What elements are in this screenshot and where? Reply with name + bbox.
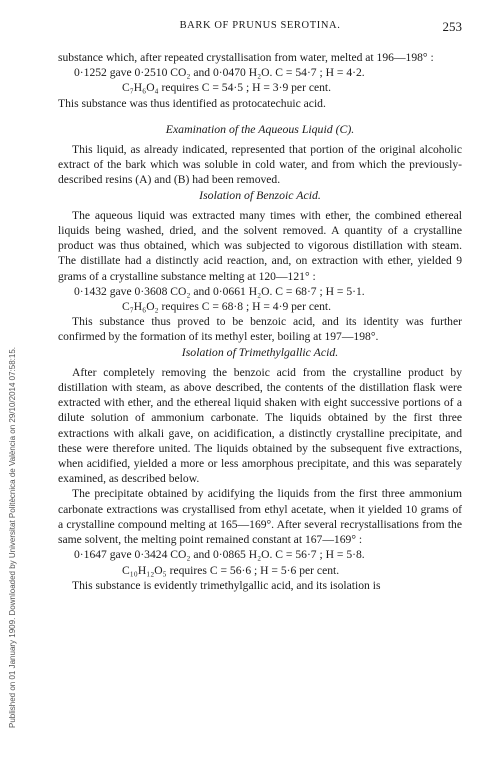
paragraph: This substance thus proved to be benzoic acid, and its identity was further confirmed by the formation of its methyl ester, boiling at 197—198°. [58,315,462,344]
paragraph: This liquid, as already indicated, represented that portion of the original alcoholic extract of the bark which was soluble in cold water, and from which the previously-described resins (A) and (B) had been removed. [58,143,462,187]
watermark-text: Published on 01 January 1909. Downloaded by Universitat Politècnica de València on 29/10/2014 07:58:15. [8,346,17,728]
section-heading: Isolation of Trimethylgallic Acid. [181,344,339,359]
analysis-result-line: 0·1647 gave 0·3424 CO₂ and 0·0865 H₂O. C = 56·7 ; H = 5·8. [74,548,365,562]
formula-requirement-line: C₁₀H₁₂O₅ requires C = 56·6 ; H = 5·6 per cent. [122,563,340,577]
formula-requirement-line: C₇H₆O₄ requires C = 54·5 ; H = 3·9 per cent. [122,81,332,95]
paragraph: The aqueous liquid was extracted many times with ether, the combined ethereal liquids being washed, dried, and the solvent removed. A quantity of a crystalline product was thus obtained, which was subjected to vigorous distillation with steam. The distillate had a distinctly acid reaction, and, on extraction with ether, yielded 9 grams of a crystalline substance melting at 120—121° : [58,208,462,283]
running-title: BARK OF PRUNUS SEROTINA. [179,20,341,31]
formula-requirement-line: C₇H₆O₂ requires C = 68·8 ; H = 4·9 per cent. [122,300,332,314]
paragraph: This substance was thus identified as protocatechuic acid. [58,96,326,110]
running-header [58,20,462,36]
section-heading: Examination of the Aqueous Liquid (C). [165,121,355,136]
article-body [58,50,462,593]
analysis-result-line: 0·1252 gave 0·2510 CO₂ and 0·0470 H₂O. C = 54·7 ; H = 4·2. [74,66,365,80]
paragraph: After completely removing the benzoic acid from the crystalline product by distillation with steam, as above described, the contents of the distillation flask were extracted with ether, and the ethereal liquid shaken with eight successive portions of a dilute solution of ammonium carbonate. The liquids obtained by the first three extractions with alkali gave, on acidification, a distinctly crystalline precipitate, and these were therefore united. The liquids obtained by the subsequent five extractions, when acidified, yielded a more or less amorphous precipitate, and this was separately examined, as described below. [58,365,462,486]
analysis-result-line: 0·1432 gave 0·3608 CO₂ and 0·0661 H₂O. C = 68·7 ; H = 5·1. [74,284,365,298]
download-watermark [0,0,22,771]
paragraph: This substance is evidently trimethylgallic acid, and its isolation is [72,578,381,592]
paragraph: substance which, after repeated crystallisation from water, melted at 196—198° : [58,51,434,64]
page-number: 253 [442,19,462,34]
section-heading: Isolation of Benzoic Acid. [199,187,321,202]
paragraph: The precipitate obtained by acidifying the liquids from the first three ammonium carbonate extractions was crystallised from ethyl acetate, when it yielded 10 grams of a crystalline compound melting at 165—169°. After several recrystallisations from the same solvent, the melting point remained constant at 167—169° : [58,487,462,547]
